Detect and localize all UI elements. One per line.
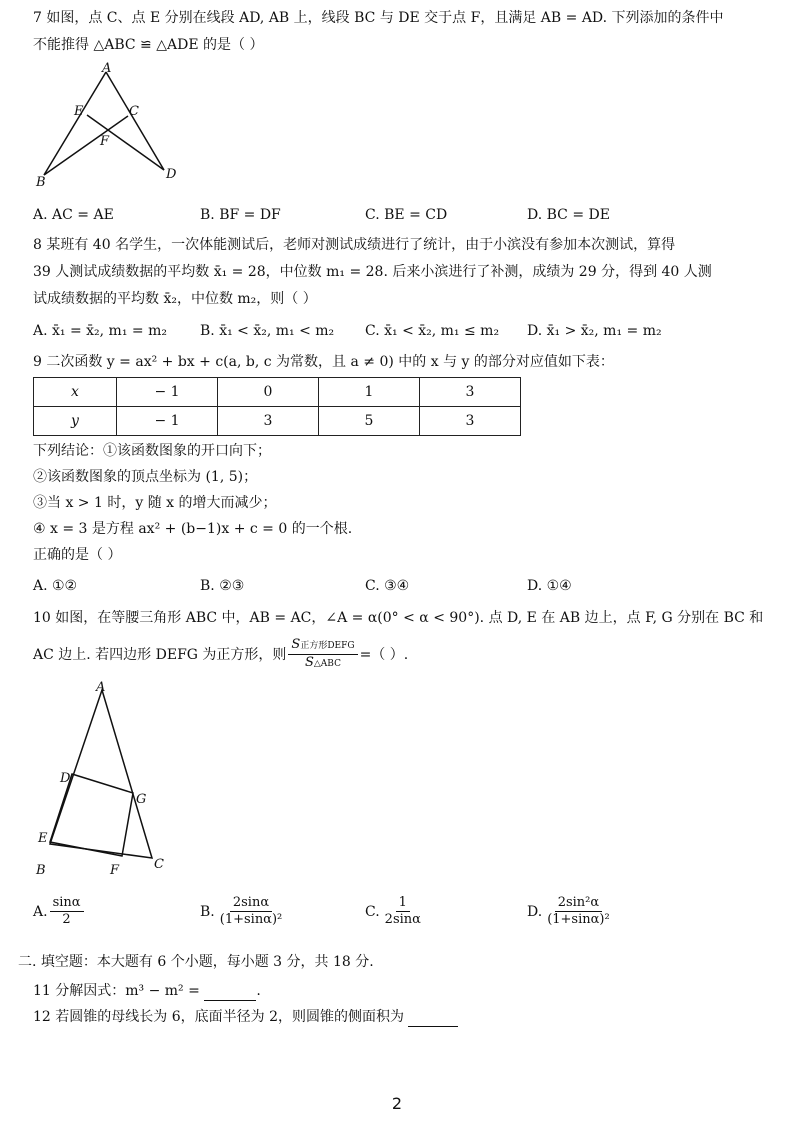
q10-area-ratio: $\frac{\text{S正方形DEFG}}{\text{S△ABC}}$	[288, 637, 357, 672]
q8-stem-line1: 8 某班有 40 名学生，一次体能测试后，老师对测试成绩进行了统计，由于小滨没有参加本次测试，算得	[33, 237, 676, 253]
q7-label-D: D	[166, 167, 177, 182]
q9-conclusion-4: ④ x = 3 是方程 ax² + (b−1)x + c = 0 的一个根.	[33, 521, 353, 537]
q7-figure	[30, 62, 190, 192]
q7-label-E: E	[74, 104, 84, 119]
q10-label-D: D	[60, 771, 71, 786]
q7-label-F: F	[100, 134, 110, 149]
q7-option-c: C. BE = CD	[365, 207, 448, 223]
q9-option-d: D. ①④	[527, 578, 572, 594]
q10-option-c: C. $\frac{1}{2\sin\alpha}$	[365, 895, 421, 927]
q9-stem: 9 二次函数 y = ax² + bx + c(a, b, c 为常数，且 a ≠ 0) 中的 x 与 y 的部分对应值如下表：	[33, 354, 614, 370]
table-cell: 1	[319, 378, 420, 407]
q10-stem-line2-end: =（ ）.	[359, 646, 409, 663]
q8-option-a: A. x̄₁ = x̄₂, m₁ = m₂	[33, 323, 167, 339]
table-cell: x	[34, 378, 117, 407]
page-number: 2	[391, 1094, 403, 1113]
q10-label-E: E	[38, 831, 48, 846]
q10-label-B: B	[36, 863, 46, 878]
table-cell: − 1	[117, 378, 218, 407]
q11-answer-blank[interactable]	[204, 1000, 256, 1001]
q8-option-c: C. x̄₁ < x̄₂, m₁ ≤ m₂	[365, 323, 500, 339]
q10-stem-line2-text: AC 边上. 若四边形 DEFG 为正方形，则	[33, 646, 287, 663]
table-cell: 5	[319, 407, 420, 436]
q9-option-b: B. ②③	[200, 578, 245, 594]
q8-stem-line3: 试成绩数据的平均数 x̄₂，中位数 m₂，则（ ）	[33, 291, 317, 307]
q10-figure	[30, 676, 180, 881]
table-cell: 3	[420, 407, 521, 436]
q9-value-table	[33, 377, 521, 436]
q7-option-a: A. AC = AE	[33, 207, 114, 223]
q7-label-C: C	[129, 104, 139, 119]
table-cell: y	[34, 407, 117, 436]
q8-stem-line2: 39 人测试成绩数据的平均数 x̄₁ = 28，中位数 m₁ = 28. 后来小滨进行了补测，成绩为 29 分，得到 40 人测	[33, 264, 712, 280]
section2-title: 二. 填空题：本大题有 6 个小题，每小题 3 分，共 18 分.	[18, 954, 374, 970]
q12-answer-blank[interactable]	[408, 1026, 458, 1027]
q9-option-a: A. ①②	[33, 578, 78, 594]
q10-label-G: G	[136, 792, 147, 807]
q9-conclusion-1: 下列结论：①该函数图象的开口向下；	[33, 443, 271, 459]
q10-label-F: F	[110, 863, 120, 878]
q9-option-c: C. ③④	[365, 578, 410, 594]
q7-label-B: B	[36, 175, 46, 190]
q7-stem-line2: 不能推得 △ABC ≌ △ADE 的是（ ）	[33, 37, 264, 53]
q10-label-C: C	[154, 857, 164, 872]
q10-option-a: A. $\frac{\sin\alpha}{2}$	[33, 895, 86, 928]
q12: 12 若圆锥的母线长为 6，底面半径为 2，则圆锥的侧面积为	[33, 1007, 458, 1027]
q9-conclusion-3: ③当 x > 1 时，y 随 x 的增大而减少；	[33, 495, 277, 511]
q7-label-A: A	[102, 62, 112, 76]
table-row	[34, 378, 521, 407]
table-cell: 0	[218, 378, 319, 407]
table-cell: − 1	[117, 407, 218, 436]
q10-option-d: D. $\frac{\text{2sin²α}}{\text{(1+sinα)²}}$	[527, 895, 610, 927]
q8-option-d: D. x̄₁ > x̄₂, m₁ = m₂	[527, 323, 662, 339]
q10-label-A: A	[96, 680, 106, 695]
q7-option-b: B. BF = DF	[200, 207, 281, 223]
q7-option-d: D. BC = DE	[527, 207, 610, 223]
q10-stem-line1: 10 如图，在等腰三角形 ABC 中，AB = AC，∠A = α(0° < α < 90°). 点 D, E 在 AB 边上，点 F, G 分别在 BC 和	[33, 610, 764, 626]
q9-conclusion-2: ②该函数图象的顶点坐标为 (1, 5)；	[33, 469, 258, 485]
q11: 11 分解因式：m³ − m² = .	[33, 983, 261, 999]
table-row	[34, 407, 521, 436]
table-cell: 3	[420, 378, 521, 407]
q10-option-b: B. $\frac{2\sin\alpha}{\text{(1+sinα)²}}$	[200, 895, 283, 927]
q7-stem-line1: 7 如图，点 C、点 E 分别在线段 AD, AB 上，线段 BC 与 DE 交于点 F，且满足 AB = AD. 下列添加的条件中	[33, 10, 724, 26]
table-cell: 3	[218, 407, 319, 436]
q8-option-b: B. x̄₁ < x̄₂, m₁ < m₂	[200, 323, 335, 339]
q9-ask: 正确的是（ ）	[33, 547, 122, 563]
q10-stem-line2	[33, 637, 408, 672]
